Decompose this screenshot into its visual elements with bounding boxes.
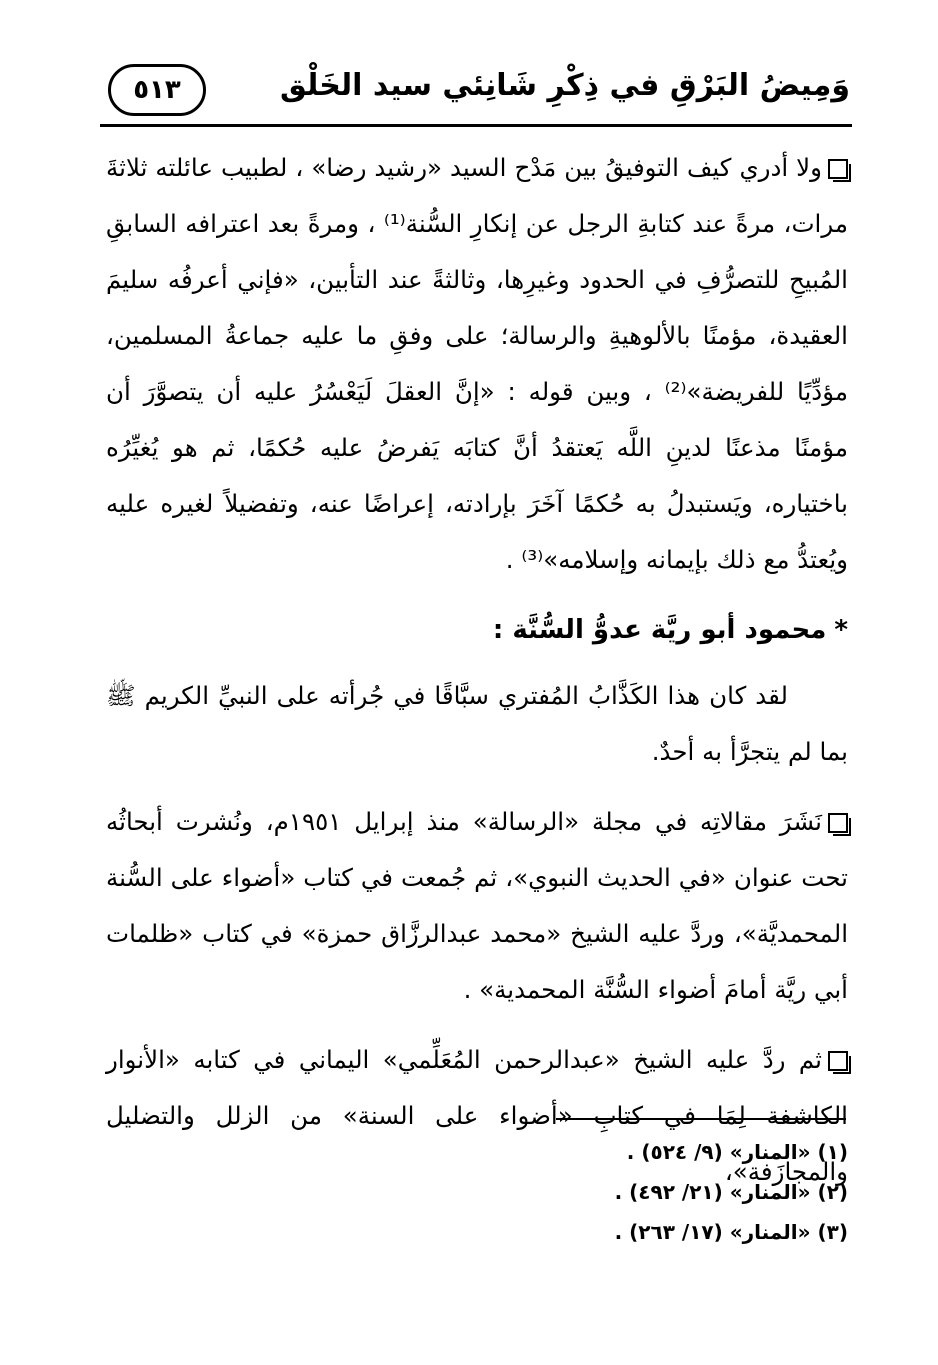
paragraph-text: نَشَرَ مقالاتِه في مجلة «الرسالة» منذ إبرايل ١٩٥١م، ونُشرت أبحاثُه تحت عنوان «في الحديث النبوي»، ثم جُمعت في كتاب «أضواء على السُّنة المحمديَّة»، وردَّ عليه الشيخ «محمد عبدالرزَّاق حمزة» في كتاب «ظلمات أبي ريَّة أمامَ أضواء السُّنَّة المحمدية» . <box>106 807 848 1004</box>
asterisk-icon: * <box>834 615 848 645</box>
footnote: (٢) «المنار» (٢١/ ٤٩٢) . <box>614 1180 848 1204</box>
paragraph <box>106 668 848 780</box>
running-title: وَمِيضُ البَرْقِ في ذِكْرِ شَانِئي سيد الخَلْق <box>280 68 850 103</box>
paragraph <box>106 140 848 588</box>
paragraph-text: لقد كان هذا الكَذَّابُ المُفتري سبَّاقًا في جُرأته على النبيِّ الكريم ﷺ بما لم يتجرَّأ به أحدٌ. <box>106 681 848 766</box>
footnotes <box>348 1132 848 1252</box>
paragraph-text: ولا أدري كيف التوفيقُ بين مَدْح السيد «رشيد رضا» ، لطبيب عائلته ثلاثةَ مرات، مرةً عند كتابةِ الرجل عن إنكارِ السُّنة⁽¹⁾ ، ومرةً بعد اعترافه السابقِ المُبيحِ للتصرُّفِ في الحدود وغيرِها، وثالثةً عند التأبين، «فإني أعرفُه سليمَ العقيدة، مؤمنًا بالألوهيةِ والرسالة؛ على وفقِ ما عليه جماعةُ المسلمين، مؤدِّيًا للفريضة»⁽²⁾ ، وبين قوله : «إنَّ العقلَ لَيَعْسُرُ عليه أن يتصوَّرَ أن مؤمنًا مذعنًا لدينِ اللَّه يَعتقدُ أنَّ كتابَه يَفرضُ عليه حُكمًا، ثم هو يُغيِّرُه باختياره، ويَستبدلُ به حُكمًا آخَرَ بإرادته، إعراضًا عنه، وتفضيلاً لغيره عليه ويُعتدُّ مع ذلك بإيمانه وإسلامه»⁽³⁾ . <box>106 153 848 574</box>
paragraph <box>106 794 848 1018</box>
paragraph-text: ثم ردَّ عليه الشيخ «عبدالرحمن المُعَلِّمي» اليماني في كتابه «الأنوار الكاشفة لِمَا في كتابِ «أضواء على السنة» من الزلل والتضليل والمجازَفة»، <box>106 1045 848 1186</box>
footnote: (١) «المنار» (٩/ ٥٢٤) . <box>626 1140 848 1164</box>
square-bullet-icon <box>828 1051 848 1071</box>
page-number: ٥١٣ <box>108 64 206 116</box>
section-heading <box>106 602 848 658</box>
header-divider <box>100 124 852 127</box>
square-bullet-icon <box>828 159 848 179</box>
square-bullet-icon <box>828 813 848 833</box>
section-heading-text: محمود أبو ريَّة عدوُّ السُّنَّة : <box>492 615 827 645</box>
page-header <box>100 60 852 120</box>
footnote: (٣) «المنار» (١٧/ ٢٦٣) . <box>614 1220 848 1244</box>
page-body <box>106 140 848 1214</box>
footnote-divider <box>556 1118 846 1120</box>
